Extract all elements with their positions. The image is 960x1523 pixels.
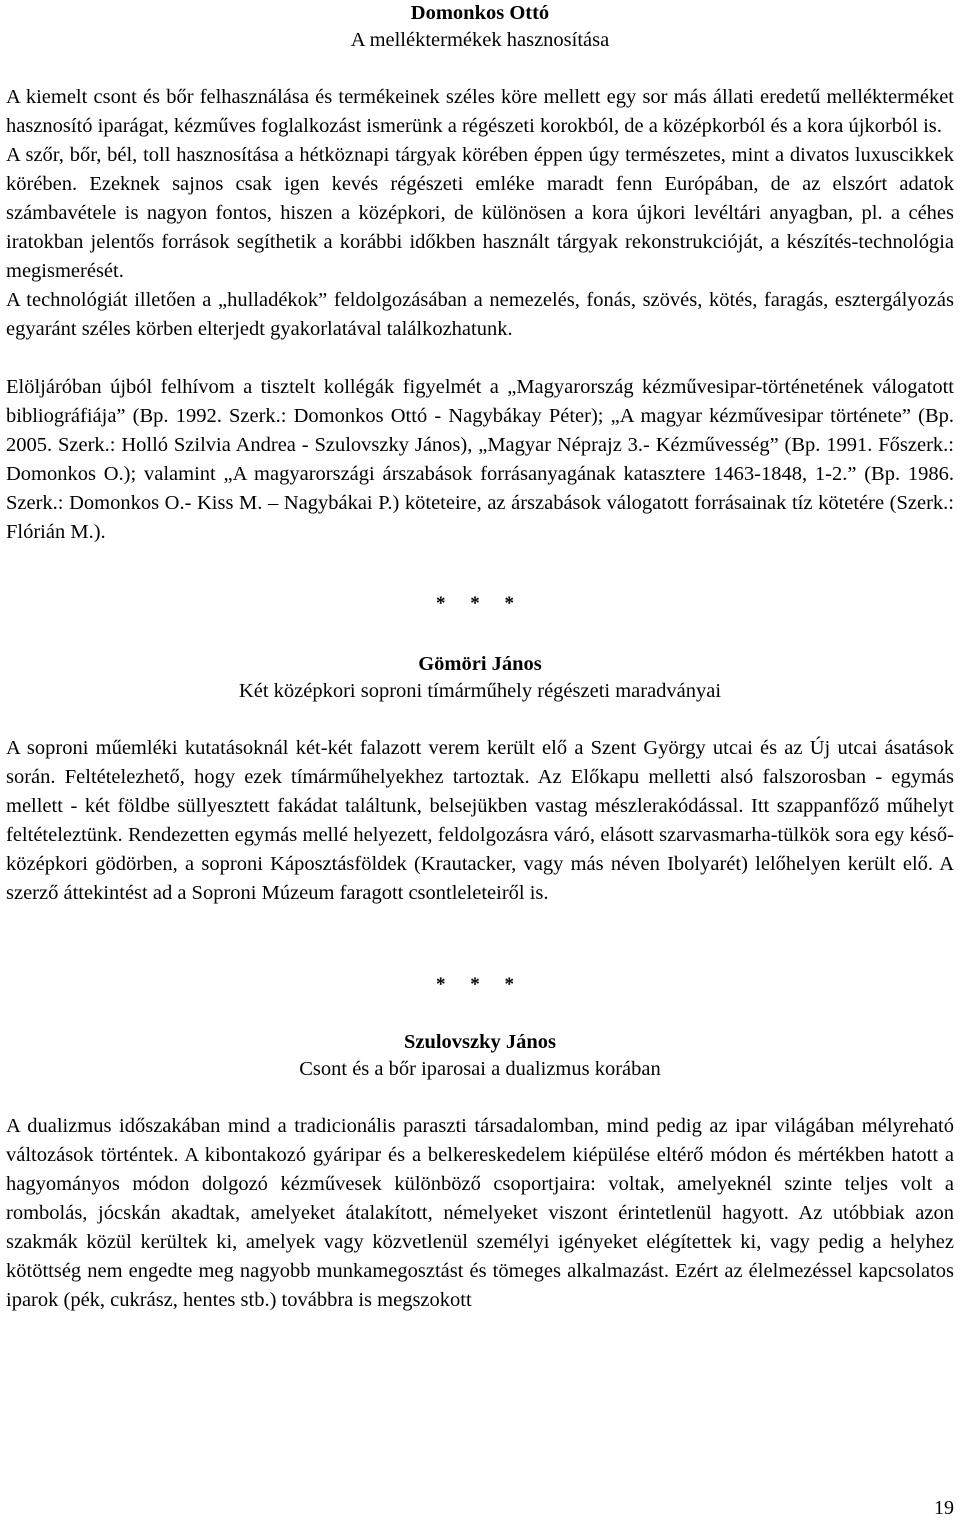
paragraph: A technológiát illetően a „hulladékok” feldolgozásában a nemezelés, fonás, szövés, kötés, faragás, esztergályozás egyaránt széles körben elterjedt gyakorlatával találkozhatunk.: [6, 289, 954, 340]
section-title: A melléktermékek hasznosítása: [350, 29, 610, 51]
paragraph: Elöljáróban újból felhívom a tisztelt kollégák figyelmét a „Magyarország kézművesipar-történetének válogatott bibliográfiája” (Bp. 1992. Szerk.: Domonkos Ottó - Nagybákay Péter); „A magyar kézművesipar története” (Bp. 2005. Szerk.: Holló Szilvia Andrea - Szulovszky János), „Magyar Néprajz 3.- Kézművesség” (Bp. 1991. Főszerk.: Domonkos O.); valamint „A magyarországi árszabások forrásanyagának katasztere 1463-1848, 1-2.” (Bp. 1986. Szerk.: Domonkos O.- Kiss M. – Nagybákai P.) köteteire, az árszabások válogatott forrásainak tíz kötetére (Szerk.: Flórián M.).: [6, 376, 954, 543]
section-author: Gömöri János: [418, 653, 542, 675]
document-page: [6, 0, 954, 1315]
section-domonkos: [6, 0, 954, 547]
paragraph: A szőr, bőr, bél, toll hasznosítása a hétköznapi tárgyak körében éppen úgy természetes, mint a divatos luxuscikkek körében. Ezeknek sajnos csak igen kevés régészeti emléke maradt fenn Európában, de az elszórt adatok számbavétele is nagyon fontos, hiszen a középkori, de különösen a kora újkori levéltári anyagban, pl. a céhes iratokban jelentős források segíthetik a korábbi időkben használt tárgyak rekonstrukcióját, a készítés-technológia megismerését.: [6, 144, 954, 282]
section-gomori: [6, 651, 954, 908]
section-title: Két középkori soproni tímárműhely régészeti maradványai: [238, 680, 722, 702]
section-author: Domonkos Ottó: [410, 2, 550, 24]
paragraph: A kiemelt csont és bőr felhasználása és termékeinek széles köre mellett egy sor más állati eredetű mellékterméket hasznosító iparágat, kézműves foglalkozást ismerünk a régészeti korokból, de a középkorból és a kora újkorból is.: [6, 86, 954, 137]
section-szulovszky: [6, 1029, 954, 1315]
section-separator: * * *: [436, 593, 524, 614]
section-title: Csont és a bőr iparosai a dualizmus korában: [299, 1058, 661, 1080]
paragraph: A soproni műemléki kutatásoknál két-két falazott verem került elő a Szent György utcai és az Új utcai ásatások során. Feltételezhető, hogy ezek tímárműhelyekhez tartoztak. Az Előkapu melletti alsó falszorosban - egymás mellett - két földbe süllyesztett fakádat találtunk, belsejükben vastag mészlerakódással. Itt szappanfőző műhelyt feltételeztünk. Rendezetten egymás mellé helyezett, feldolgozásra váró, elásott szarvasmarha-tülkök sora egy késő-középkori gödörben, a soproni Káposztásföldek (Krautacker, vagy más néven Ibolyarét) lelőhelyen került elő. A szerző áttekintést ad a Soproni Múzeum faragott csontleleteiről is.: [6, 737, 954, 904]
page-number: 19: [934, 1497, 954, 1519]
section-separator: * * *: [436, 974, 524, 995]
section-author: Szulovszky János: [403, 1031, 557, 1053]
paragraph: A dualizmus időszakában mind a tradicionális paraszti társadalomban, mind pedig az ipar világában mélyreható változások történtek. A kibontakozó gyáripar és a belkereskedelem kiépülése eltérő módon és mértékben hatott a hagyományos módon dolgozó kézművesek különböző csoportjaira: voltak, amelyeknél szinte teljes volt a rombolás, jócskán akadtak, amelyeket átalakított, némelyeket viszont érintetlenül hagyott. Az utóbbiak azon szakmák közül kerültek ki, amelyek vagy közvetlenül személyi igényeket elégítettek ki, vagy pedig a helyhez kötöttség nem engedte meg nagyobb munkamegosztást és tömeges alkalmazást. Ezért az élelmezéssel kapcsolatos iparok (pék, cukrász, hentes stb.) továbbra is megszokott: [6, 1115, 954, 1311]
